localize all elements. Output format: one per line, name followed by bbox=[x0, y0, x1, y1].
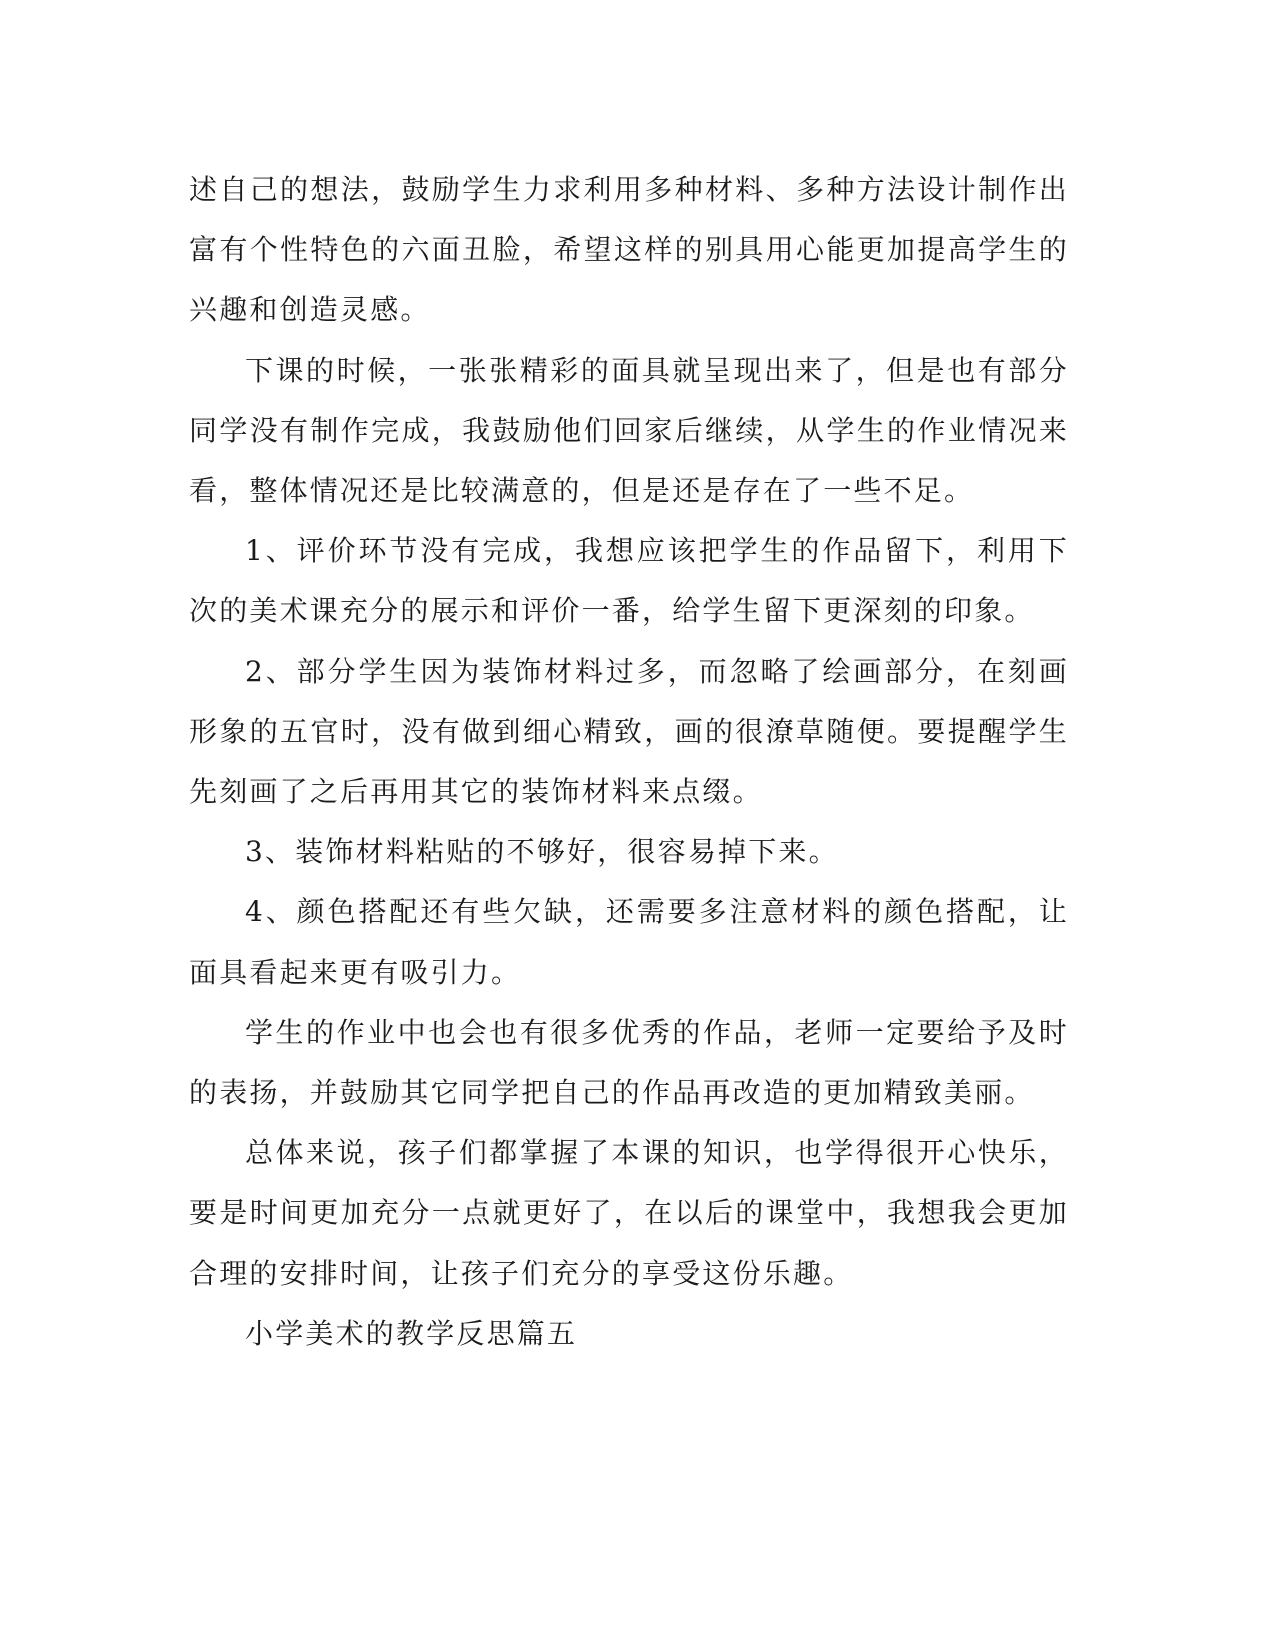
paragraph-excellent-works: 学生的作业中也会也有很多优秀的作品，老师一定要给予及时的表扬，并鼓励其它同学把自己的作品再改造的更加精致美丽。 bbox=[189, 1015, 1069, 1110]
paragraph-class-end: 下课的时候，一张张精彩的面具就呈现出来了，但是也有部分同学没有制作完成，我鼓励他们回家后继续，从学生的作业情况来看，整体情况还是比较满意的，但是还是存在了一些不足。 bbox=[189, 353, 1069, 508]
section-heading: 小学美术的教学反思篇五 bbox=[245, 1316, 578, 1350]
document-body bbox=[189, 160, 1069, 1364]
paragraph-continuation: 述自己的想法，鼓励学生力求利用多种材料、多种方法设计制作出富有个性特色的六面丑脸，希望这样的别具用心能更加提高学生的兴趣和创造灵感。 bbox=[189, 173, 1069, 327]
paragraph-point-1: 1、评价环节没有完成，我想应该把学生的作品留下，利用下次的美术课充分的展示和评价一番，给学生留下更深刻的印象。 bbox=[189, 534, 1069, 628]
paragraph-summary: 总体来说，孩子们都掌握了本课的知识，也学得很开心快乐，要是时间更加充分一点就更好了，在以后的课堂中，我想我会更加合理的安排时间，让孩子们充分的享受这份乐趣。 bbox=[189, 1136, 1069, 1290]
paragraph-point-3: 3、装饰材料粘贴的不够好，很容易掉下来。 bbox=[245, 835, 839, 869]
paragraph-point-2: 2、部分学生因为装饰材料过多，而忽略了绘画部分，在刻画形象的五官时，没有做到细心精致，画的很潦草随便。要提醒学生先刻画了之后再用其它的装饰材料来点缀。 bbox=[189, 654, 1069, 809]
paragraph-point-4: 4、颜色搭配还有些欠缺，还需要多注意材料的颜色搭配，让面具看起来更有吸引力。 bbox=[189, 895, 1069, 989]
